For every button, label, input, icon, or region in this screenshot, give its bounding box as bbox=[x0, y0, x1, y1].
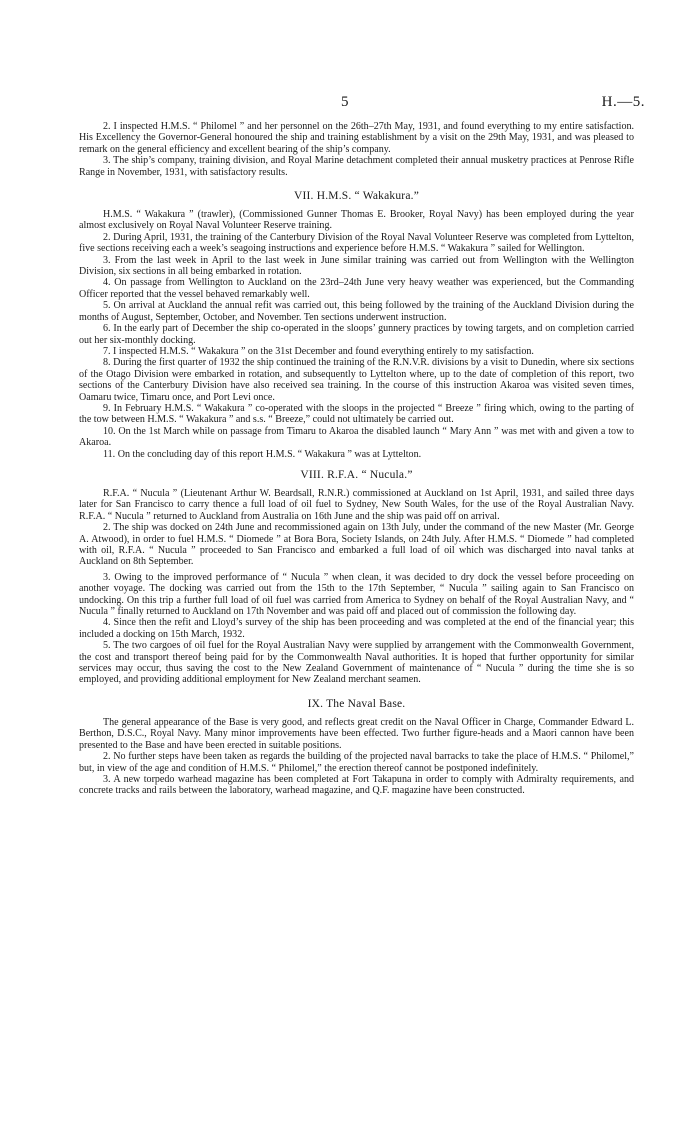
paragraph: 11. On the concluding day of this report H.M.S. “ Wakakura ” was at Lyttelton. bbox=[103, 448, 422, 460]
paragraph: 7. I inspected H.M.S. “ Wakakura ” on the 31st December and found everything entirely to my satisfaction. bbox=[103, 345, 534, 357]
paragraph: 4. On passage from Wellington to Auckland on the 23rd–24th June very heavy weather was experienced, but the Commanding Officer reported that the vessel behaved remarkably well. bbox=[79, 277, 634, 300]
paragraph: The general appearance of the Base is very good, and reflects great credit on the Naval Officer in Charge, Commander Edward L. Berthon, D.S.C., Royal Navy. Many minor improvements have been effected. Two further figure-heads and a Maori cannon have been presented to the Base and have been erected in suitable positions. bbox=[79, 716, 634, 751]
paragraph-musketry: 3. The ship’s company, training division, and Royal Marine detachment completed their annual musketry practices at Penrose Rifle Range in November, 1931, with satisfactory results. bbox=[79, 155, 634, 178]
paragraph: 6. In the early part of December the ship co-operated in the sloops’ gunnery practices by towing targets, and on completion carried out her six-monthly docking. bbox=[79, 323, 634, 346]
paragraph: 4. Since then the refit and Lloyd’s survey of the ship has been proceeding and was completed at the end of the financial year; this included a docking on 15th March, 1932. bbox=[79, 617, 634, 640]
paragraph-philomel-inspection: 2. I inspected H.M.S. “ Philomel ” and her personnel on the 26th–27th May, 1931, and found everything to my entire satisfaction. His Excellency the Governor-General honoured the ship and training establishment by a visit on the 29th May, 1931, and was pleased to remark on the general efficiency and excellent bearing of the ship’s company. bbox=[79, 121, 634, 155]
page-header bbox=[0, 94, 700, 114]
section-heading-nucula: VIII. R.F.A. “ Nucula.” bbox=[300, 468, 413, 481]
paragraph: 3. From the last week in April to the last week in June similar training was carried out from Wellington with the Wellington Division, six sections in all being embarked in rotation. bbox=[79, 254, 634, 278]
paragraph: R.F.A. “ Nucula ” (Lieutenant Arthur W. Beardsall, R.N.R.) commissioned at Auckland on 1st April, 1931, and sailed three days later for San Francisco to carry thence a full load of oil fuel to Sydney, New South Wales, for the use of the Royal Australian Navy. R.F.A. “ Nucula ” returned to Auckland from Australia on 16th June and the ship was paid off on arrival. bbox=[79, 487, 634, 522]
paragraph: 2. No further steps have been taken as regards the building of the projected naval barracks to take the place of H.M.S. “ Philomel,” but, in view of the age and condition of H.M.S. “ Philomel,” the erection thereof cannot be postponed indefinitely. bbox=[79, 751, 634, 774]
paragraph: 2. During April, 1931, the training of the Canterbury Division of the Royal Naval Volunteer Reserve was completed from Lyttelton, five sections receiving each a week’s seagoing instructions and experience before H.M.S. “ Wakakura ” sailed for Wellington. bbox=[79, 231, 634, 255]
page-number: 5 bbox=[341, 94, 349, 110]
paragraph: 8. During the first quarter of 1932 the ship continued the training of the R.N.V.R. divisions by a visit to Dunedin, where six sections of the Otago Division were embarked in rotation, and subsequently to Lyttelton where, up to the date of completion of this report, two sections of the Canterbury Division have also received sea training. In the course of this instruction Akaroa was visited seven times, Oamaru twice, Timaru once, and Port Levi once. bbox=[79, 357, 634, 403]
paragraph: 3. Owing to the improved performance of “ Nucula ” when clean, it was decided to dry dock the vessel before proceeding on another voyage. The docking was carried out from the 15th to the 17th September, “ Nucula ” sailing again to San Francisco on undocking. On this trip a further full load of oil fuel was carried from America to Sydney on behalf of the Royal Australian Navy, and “ Nucula ” finally returned to Auckland on 17th November and was paid off and placed out of commission the following day. bbox=[79, 571, 634, 618]
section-heading-naval-base: IX. The Naval Base. bbox=[307, 697, 406, 710]
paragraph: 2. The ship was docked on 24th June and recommissioned again on 13th July, under the command of the new Master (Mr. George A. Atwood), in order to fuel H.M.S. “ Diomede ” at Bora Bora, Society Islands, on 24th July. After H.M.S. “ Diomede ” had completed with oil, R.F.A. “ Nucula ” proceeded to San Francisco and embarked a full load of oil which was discharged into naval tanks at Auckland on 8th September. bbox=[79, 522, 634, 568]
document-reference: H.—5. bbox=[601, 94, 645, 110]
paragraph: H.M.S. “ Wakakura ” (trawler), (Commissioned Gunner Thomas E. Brooker, Royal Navy) has been employed during the year almost exclusively on Royal Naval Volunteer Reserve training. bbox=[79, 209, 634, 232]
paragraph: 9. In February H.M.S. “ Wakakura ” co-operated with the sloops in the projected “ Breeze ” firing which, owing to the parting of the tow between H.M.S. “ Wakakura ” and s.s. “ Breeze,” could not ultimately be carried out. bbox=[79, 402, 634, 426]
paragraph: 5. On arrival at Auckland the annual refit was carried out, this being followed by the training of the Auckland Division during the months of August, September, October, and November. Ten sections underwent instruction. bbox=[79, 300, 634, 323]
paragraph: 3. A new torpedo warhead magazine has been completed at Fort Takapuna in order to comply with Admiralty requirements, and concrete tracks and rails between the laboratory, warhead magazine, and Q.F. magazine have been constructed. bbox=[79, 773, 634, 797]
document-body bbox=[79, 121, 634, 797]
section-heading-wakakura: VII. H.M.S. “ Wakakura.” bbox=[293, 190, 420, 203]
paragraph: 5. The two cargoes of oil fuel for the Royal Australian Navy were supplied by arrangement with the Commonwealth Government, the cost and transport thereof being paid for by the Commonwealth Naval authorities. It is hoped that further opportunity for similar services may occur, thus saving the cost to the New Zealand Government of maintenance of “ Nucula ” during the time she is so employed, and providing additional employment for New Zealand merchant seamen. bbox=[79, 640, 634, 686]
paragraph: 10. On the 1st March while on passage from Timaru to Akaroa the disabled launch “ Mary Ann ” was met with and given a tow to Akaroa. bbox=[79, 425, 634, 449]
